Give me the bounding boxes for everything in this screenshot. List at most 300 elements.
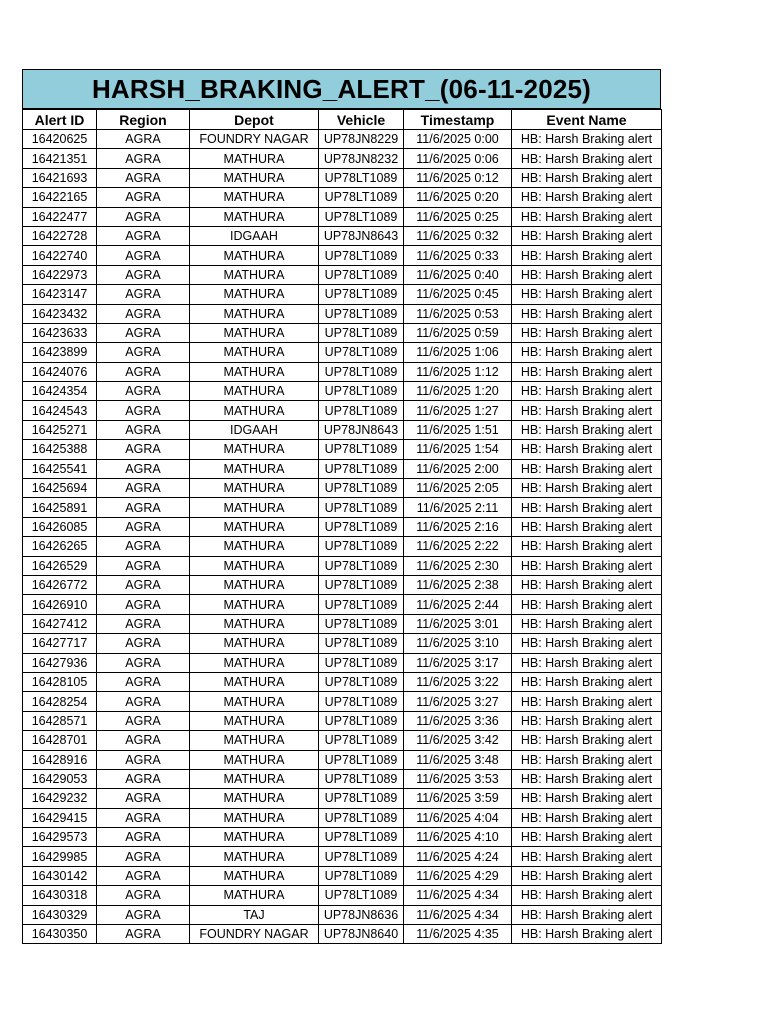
region-cell[interactable]: AGRA [97,769,190,788]
region-cell[interactable]: AGRA [97,401,190,420]
event-name-cell[interactable]: HB: Harsh Braking alert [512,130,662,149]
vehicle-cell[interactable]: UP78LT1089 [319,440,404,459]
alert-id-cell[interactable]: 16421351 [23,149,97,168]
depot-cell[interactable]: MATHURA [190,459,319,478]
region-cell[interactable]: AGRA [97,711,190,730]
region-cell[interactable]: AGRA [97,362,190,381]
table-row [23,168,662,187]
event-name-cell[interactable]: HB: Harsh Braking alert [512,401,662,420]
timestamp-cell[interactable]: 11/6/2025 2:22 [404,537,512,556]
table-row [23,789,662,808]
alert-id-cell[interactable]: 16428701 [23,731,97,750]
alert-id-cell[interactable]: 16429415 [23,808,97,827]
event-name-cell[interactable]: HB: Harsh Braking alert [512,653,662,672]
event-name-cell[interactable]: HB: Harsh Braking alert [512,304,662,323]
table-row [23,323,662,342]
alert-id-cell[interactable]: 16430350 [23,925,97,944]
alert-id-cell[interactable]: 16423899 [23,343,97,362]
table-row [23,246,662,265]
depot-cell[interactable]: MATHURA [190,692,319,711]
vehicle-cell[interactable]: UP78LT1089 [319,789,404,808]
vehicle-cell[interactable]: UP78LT1089 [319,866,404,885]
vehicle-cell[interactable]: UP78LT1089 [319,808,404,827]
timestamp-cell[interactable]: 11/6/2025 1:20 [404,382,512,401]
region-cell[interactable]: AGRA [97,479,190,498]
event-name-cell[interactable]: HB: Harsh Braking alert [512,537,662,556]
table-row [23,401,662,420]
header-row [23,110,662,130]
event-name-cell[interactable]: HB: Harsh Braking alert [512,459,662,478]
depot-cell[interactable]: MATHURA [190,886,319,905]
region-cell[interactable]: AGRA [97,866,190,885]
alert-id-cell[interactable]: 16426910 [23,595,97,614]
timestamp-cell[interactable]: 11/6/2025 1:51 [404,420,512,439]
region-cell[interactable]: AGRA [97,226,190,245]
vehicle-cell[interactable]: UP78LT1089 [319,731,404,750]
vehicle-cell[interactable]: UP78LT1089 [319,672,404,691]
timestamp-cell[interactable]: 11/6/2025 4:34 [404,905,512,924]
event-name-cell[interactable]: HB: Harsh Braking alert [512,847,662,866]
vehicle-cell[interactable]: UP78LT1089 [319,304,404,323]
event-name-cell[interactable]: HB: Harsh Braking alert [512,362,662,381]
depot-cell[interactable]: MATHURA [190,265,319,284]
depot-cell[interactable]: MATHURA [190,808,319,827]
alert-id-cell[interactable]: 16425694 [23,479,97,498]
alert-id-cell[interactable]: 16424354 [23,382,97,401]
vehicle-cell[interactable]: UP78LT1089 [319,343,404,362]
alert-id-cell[interactable]: 16428571 [23,711,97,730]
event-name-cell[interactable]: HB: Harsh Braking alert [512,517,662,536]
region-cell[interactable]: AGRA [97,653,190,672]
vehicle-cell[interactable]: UP78LT1089 [319,265,404,284]
alert-id-cell[interactable]: 16426085 [23,517,97,536]
depot-cell[interactable]: MATHURA [190,285,319,304]
event-name-cell[interactable]: HB: Harsh Braking alert [512,828,662,847]
event-name-cell[interactable]: HB: Harsh Braking alert [512,226,662,245]
column-header-vehicle[interactable]: Vehicle [319,110,404,130]
alert-id-cell[interactable]: 16426529 [23,556,97,575]
event-name-cell[interactable]: HB: Harsh Braking alert [512,246,662,265]
alert-id-cell[interactable]: 16429573 [23,828,97,847]
vehicle-cell[interactable]: UP78JN8643 [319,226,404,245]
depot-cell[interactable]: MATHURA [190,866,319,885]
region-cell[interactable]: AGRA [97,265,190,284]
vehicle-cell[interactable]: UP78LT1089 [319,886,404,905]
vehicle-cell[interactable]: UP78LT1089 [319,537,404,556]
vehicle-cell[interactable]: UP78LT1089 [319,323,404,342]
region-cell[interactable]: AGRA [97,537,190,556]
timestamp-cell[interactable]: 11/6/2025 3:42 [404,731,512,750]
region-cell[interactable]: AGRA [97,130,190,149]
depot-cell[interactable]: MATHURA [190,789,319,808]
region-cell[interactable]: AGRA [97,285,190,304]
vehicle-cell[interactable]: UP78LT1089 [319,459,404,478]
region-cell[interactable]: AGRA [97,188,190,207]
region-cell[interactable]: AGRA [97,149,190,168]
region-cell[interactable]: AGRA [97,750,190,769]
vehicle-cell[interactable]: UP78JN8229 [319,130,404,149]
region-cell[interactable]: AGRA [97,692,190,711]
table-row [23,130,662,149]
vehicle-cell[interactable]: UP78LT1089 [319,769,404,788]
event-name-cell[interactable]: HB: Harsh Braking alert [512,556,662,575]
depot-cell[interactable]: MATHURA [190,847,319,866]
alert-id-cell[interactable]: 16425388 [23,440,97,459]
region-cell[interactable]: AGRA [97,382,190,401]
depot-cell[interactable]: MATHURA [190,168,319,187]
timestamp-cell[interactable]: 11/6/2025 0:20 [404,188,512,207]
region-cell[interactable]: AGRA [97,323,190,342]
timestamp-cell[interactable]: 11/6/2025 0:53 [404,304,512,323]
depot-cell[interactable]: MATHURA [190,479,319,498]
table-row [23,653,662,672]
timestamp-cell[interactable]: 11/6/2025 4:35 [404,925,512,944]
event-name-cell[interactable]: HB: Harsh Braking alert [512,634,662,653]
region-cell[interactable]: AGRA [97,614,190,633]
timestamp-cell[interactable]: 11/6/2025 4:29 [404,866,512,885]
region-cell[interactable]: AGRA [97,343,190,362]
depot-cell[interactable]: MATHURA [190,634,319,653]
alert-id-cell[interactable]: 16428105 [23,672,97,691]
depot-cell[interactable]: MATHURA [190,595,319,614]
event-name-cell[interactable]: HB: Harsh Braking alert [512,614,662,633]
region-cell[interactable]: AGRA [97,828,190,847]
depot-cell[interactable]: MATHURA [190,750,319,769]
alert-id-cell[interactable]: 16430329 [23,905,97,924]
event-name-cell[interactable]: HB: Harsh Braking alert [512,440,662,459]
event-name-cell[interactable]: HB: Harsh Braking alert [512,575,662,594]
region-cell[interactable]: AGRA [97,304,190,323]
timestamp-cell[interactable]: 11/6/2025 1:12 [404,362,512,381]
depot-cell[interactable]: MATHURA [190,498,319,517]
alert-id-cell[interactable]: 16425541 [23,459,97,478]
depot-cell[interactable]: MATHURA [190,672,319,691]
table-row [23,672,662,691]
table-row [23,149,662,168]
depot-cell[interactable]: MATHURA [190,362,319,381]
timestamp-cell[interactable]: 11/6/2025 2:38 [404,575,512,594]
timestamp-cell[interactable]: 11/6/2025 3:27 [404,692,512,711]
alert-id-cell[interactable]: 16423633 [23,323,97,342]
timestamp-cell[interactable]: 11/6/2025 1:27 [404,401,512,420]
vehicle-cell[interactable]: UP78LT1089 [319,711,404,730]
table-row [23,614,662,633]
event-name-cell[interactable]: HB: Harsh Braking alert [512,285,662,304]
vehicle-cell[interactable]: UP78LT1089 [319,556,404,575]
vehicle-cell[interactable]: UP78JN8643 [319,420,404,439]
table-row [23,750,662,769]
alert-id-cell[interactable]: 16424543 [23,401,97,420]
vehicle-cell[interactable]: UP78LT1089 [319,479,404,498]
timestamp-cell[interactable]: 11/6/2025 4:34 [404,886,512,905]
event-name-cell[interactable]: HB: Harsh Braking alert [512,731,662,750]
timestamp-cell[interactable]: 11/6/2025 2:44 [404,595,512,614]
alert-id-cell[interactable]: 16425891 [23,498,97,517]
event-name-cell[interactable]: HB: Harsh Braking alert [512,925,662,944]
region-cell[interactable]: AGRA [97,498,190,517]
depot-cell[interactable]: MATHURA [190,323,319,342]
event-name-cell[interactable]: HB: Harsh Braking alert [512,188,662,207]
table-row [23,537,662,556]
vehicle-cell[interactable]: UP78LT1089 [319,634,404,653]
timestamp-cell[interactable]: 11/6/2025 3:59 [404,789,512,808]
timestamp-cell[interactable]: 11/6/2025 2:16 [404,517,512,536]
region-cell[interactable]: AGRA [97,886,190,905]
event-name-cell[interactable]: HB: Harsh Braking alert [512,692,662,711]
table-row [23,265,662,284]
timestamp-cell[interactable]: 11/6/2025 0:06 [404,149,512,168]
depot-cell[interactable]: MATHURA [190,246,319,265]
table-row [23,711,662,730]
event-name-cell[interactable]: HB: Harsh Braking alert [512,866,662,885]
table-row [23,634,662,653]
alert-id-cell[interactable]: 16429053 [23,769,97,788]
event-name-cell[interactable]: HB: Harsh Braking alert [512,769,662,788]
table-row [23,517,662,536]
event-name-cell[interactable]: HB: Harsh Braking alert [512,382,662,401]
vehicle-cell[interactable]: UP78LT1089 [319,246,404,265]
event-name-cell[interactable]: HB: Harsh Braking alert [512,595,662,614]
vehicle-cell[interactable]: UP78LT1089 [319,362,404,381]
region-cell[interactable]: AGRA [97,517,190,536]
depot-cell[interactable]: MATHURA [190,575,319,594]
region-cell[interactable]: AGRA [97,672,190,691]
depot-cell[interactable]: FOUNDRY NAGAR [190,130,319,149]
alert-id-cell[interactable]: 16423432 [23,304,97,323]
table-row [23,459,662,478]
depot-cell[interactable]: MATHURA [190,614,319,633]
table-row [23,479,662,498]
timestamp-cell[interactable]: 11/6/2025 0:33 [404,246,512,265]
event-name-cell[interactable]: HB: Harsh Braking alert [512,420,662,439]
depot-cell[interactable]: MATHURA [190,537,319,556]
vehicle-cell[interactable]: UP78LT1089 [319,382,404,401]
vehicle-cell[interactable]: UP78JN8636 [319,905,404,924]
depot-cell[interactable]: IDGAAH [190,420,319,439]
timestamp-cell[interactable]: 11/6/2025 2:05 [404,479,512,498]
vehicle-cell[interactable]: UP78LT1089 [319,614,404,633]
vehicle-cell[interactable]: UP78LT1089 [319,207,404,226]
event-name-cell[interactable]: HB: Harsh Braking alert [512,672,662,691]
depot-cell[interactable]: MATHURA [190,343,319,362]
table-row [23,362,662,381]
event-name-cell[interactable]: HB: Harsh Braking alert [512,886,662,905]
timestamp-cell[interactable]: 11/6/2025 0:12 [404,168,512,187]
timestamp-cell[interactable]: 11/6/2025 3:36 [404,711,512,730]
event-name-cell[interactable]: HB: Harsh Braking alert [512,207,662,226]
timestamp-cell[interactable]: 11/6/2025 2:00 [404,459,512,478]
event-name-cell[interactable]: HB: Harsh Braking alert [512,479,662,498]
depot-cell[interactable]: MATHURA [190,149,319,168]
event-name-cell[interactable]: HB: Harsh Braking alert [512,323,662,342]
depot-cell[interactable]: MATHURA [190,188,319,207]
depot-cell[interactable]: MATHURA [190,304,319,323]
region-cell[interactable]: AGRA [97,634,190,653]
alert-id-cell[interactable]: 16422973 [23,265,97,284]
region-cell[interactable]: AGRA [97,246,190,265]
alert-id-cell[interactable]: 16429985 [23,847,97,866]
vehicle-cell[interactable]: UP78LT1089 [319,517,404,536]
alert-id-cell[interactable]: 16427412 [23,614,97,633]
timestamp-cell[interactable]: 11/6/2025 0:40 [404,265,512,284]
timestamp-cell[interactable]: 11/6/2025 0:32 [404,226,512,245]
depot-cell[interactable]: MATHURA [190,653,319,672]
timestamp-cell[interactable]: 11/6/2025 4:04 [404,808,512,827]
event-name-cell[interactable]: HB: Harsh Braking alert [512,168,662,187]
table-row [23,207,662,226]
depot-cell[interactable]: MATHURA [190,207,319,226]
event-name-cell[interactable]: HB: Harsh Braking alert [512,149,662,168]
event-name-cell[interactable]: HB: Harsh Braking alert [512,265,662,284]
timestamp-cell[interactable]: 11/6/2025 3:48 [404,750,512,769]
timestamp-cell[interactable]: 11/6/2025 4:10 [404,828,512,847]
alert-id-cell[interactable]: 16426265 [23,537,97,556]
sheet-title [22,69,661,109]
spreadsheet [22,69,661,944]
alert-id-cell[interactable]: 16420625 [23,130,97,149]
timestamp-cell[interactable]: 11/6/2025 0:00 [404,130,512,149]
vehicle-cell[interactable]: UP78LT1089 [319,401,404,420]
table-row [23,440,662,459]
event-name-cell[interactable]: HB: Harsh Braking alert [512,789,662,808]
timestamp-cell[interactable]: 11/6/2025 3:01 [404,614,512,633]
column-header-event-name[interactable]: Event Name [512,110,662,130]
region-cell[interactable]: AGRA [97,925,190,944]
depot-cell[interactable]: MATHURA [190,711,319,730]
event-name-cell[interactable]: HB: Harsh Braking alert [512,498,662,517]
depot-cell[interactable]: MATHURA [190,731,319,750]
timestamp-cell[interactable]: 11/6/2025 2:11 [404,498,512,517]
alert-id-cell[interactable]: 16429232 [23,789,97,808]
vehicle-cell[interactable]: UP78LT1089 [319,498,404,517]
column-header-depot[interactable]: Depot [190,110,319,130]
table-row [23,905,662,924]
alert-id-cell[interactable]: 16427936 [23,653,97,672]
alert-id-cell[interactable]: 16427717 [23,634,97,653]
alert-id-cell[interactable]: 16422740 [23,246,97,265]
column-header-alert-id[interactable]: Alert ID [23,110,97,130]
timestamp-cell[interactable]: 11/6/2025 4:24 [404,847,512,866]
table-row [23,343,662,362]
region-cell[interactable]: AGRA [97,168,190,187]
event-name-cell[interactable]: HB: Harsh Braking alert [512,750,662,769]
timestamp-cell[interactable]: 11/6/2025 0:59 [404,323,512,342]
depot-cell[interactable]: TAJ [190,905,319,924]
timestamp-cell[interactable]: 11/6/2025 3:53 [404,769,512,788]
table-row [23,847,662,866]
vehicle-cell[interactable]: UP78LT1089 [319,168,404,187]
event-name-cell[interactable]: HB: Harsh Braking alert [512,343,662,362]
table-row [23,886,662,905]
region-cell[interactable]: AGRA [97,595,190,614]
region-cell[interactable]: AGRA [97,731,190,750]
alert-id-cell[interactable]: 16423147 [23,285,97,304]
vehicle-cell[interactable]: UP78LT1089 [319,828,404,847]
timestamp-cell[interactable]: 11/6/2025 0:45 [404,285,512,304]
alert-id-cell[interactable]: 16430318 [23,886,97,905]
alert-id-cell[interactable]: 16421693 [23,168,97,187]
timestamp-cell[interactable]: 11/6/2025 3:10 [404,634,512,653]
region-cell[interactable]: AGRA [97,420,190,439]
table-row [23,808,662,827]
vehicle-cell[interactable]: UP78LT1089 [319,692,404,711]
region-cell[interactable]: AGRA [97,808,190,827]
column-header-timestamp[interactable]: Timestamp [404,110,512,130]
table-row [23,304,662,323]
table-row [23,866,662,885]
depot-cell[interactable]: MATHURA [190,440,319,459]
region-cell[interactable]: AGRA [97,459,190,478]
alerts-table [22,109,662,944]
table-body [23,130,662,944]
timestamp-cell[interactable]: 11/6/2025 3:17 [404,653,512,672]
table-row [23,925,662,944]
table-row [23,769,662,788]
depot-cell[interactable]: MATHURA [190,401,319,420]
table-row [23,692,662,711]
column-header-region[interactable]: Region [97,110,190,130]
timestamp-cell[interactable]: 11/6/2025 0:25 [404,207,512,226]
event-name-cell[interactable]: HB: Harsh Braking alert [512,711,662,730]
depot-cell[interactable]: IDGAAH [190,226,319,245]
alert-id-cell[interactable]: 16425271 [23,420,97,439]
alert-id-cell[interactable]: 16422728 [23,226,97,245]
table-row [23,595,662,614]
event-name-cell[interactable]: HB: Harsh Braking alert [512,905,662,924]
depot-cell[interactable]: MATHURA [190,556,319,575]
table-row [23,556,662,575]
table-row [23,382,662,401]
vehicle-cell[interactable]: UP78LT1089 [319,595,404,614]
vehicle-cell[interactable]: UP78JN8640 [319,925,404,944]
timestamp-cell[interactable]: 11/6/2025 3:22 [404,672,512,691]
vehicle-cell[interactable]: UP78JN8232 [319,149,404,168]
region-cell[interactable]: AGRA [97,905,190,924]
sheet-title-text: HARSH_BRAKING_ALERT_(06-11-2025) [91,73,592,104]
timestamp-cell[interactable]: 11/6/2025 2:30 [404,556,512,575]
table-row [23,575,662,594]
region-cell[interactable]: AGRA [97,789,190,808]
region-cell[interactable]: AGRA [97,440,190,459]
timestamp-cell[interactable]: 11/6/2025 1:06 [404,343,512,362]
alert-id-cell[interactable]: 16424076 [23,362,97,381]
region-cell[interactable]: AGRA [97,847,190,866]
vehicle-cell[interactable]: UP78LT1089 [319,285,404,304]
region-cell[interactable]: AGRA [97,556,190,575]
alert-id-cell[interactable]: 16422477 [23,207,97,226]
vehicle-cell[interactable]: UP78LT1089 [319,750,404,769]
vehicle-cell[interactable]: UP78LT1089 [319,188,404,207]
table-row [23,285,662,304]
depot-cell[interactable]: MATHURA [190,828,319,847]
alert-id-cell[interactable]: 16426772 [23,575,97,594]
vehicle-cell[interactable]: UP78LT1089 [319,653,404,672]
region-cell[interactable]: AGRA [97,575,190,594]
alert-id-cell[interactable]: 16422165 [23,188,97,207]
event-name-cell[interactable]: HB: Harsh Braking alert [512,808,662,827]
alert-id-cell[interactable]: 16428254 [23,692,97,711]
region-cell[interactable]: AGRA [97,207,190,226]
vehicle-cell[interactable]: UP78LT1089 [319,575,404,594]
depot-cell[interactable]: FOUNDRY NAGAR [190,925,319,944]
timestamp-cell[interactable]: 11/6/2025 1:54 [404,440,512,459]
alert-id-cell[interactable]: 16430142 [23,866,97,885]
vehicle-cell[interactable]: UP78LT1089 [319,847,404,866]
alert-id-cell[interactable]: 16428916 [23,750,97,769]
depot-cell[interactable]: MATHURA [190,517,319,536]
depot-cell[interactable]: MATHURA [190,382,319,401]
depot-cell[interactable]: MATHURA [190,769,319,788]
